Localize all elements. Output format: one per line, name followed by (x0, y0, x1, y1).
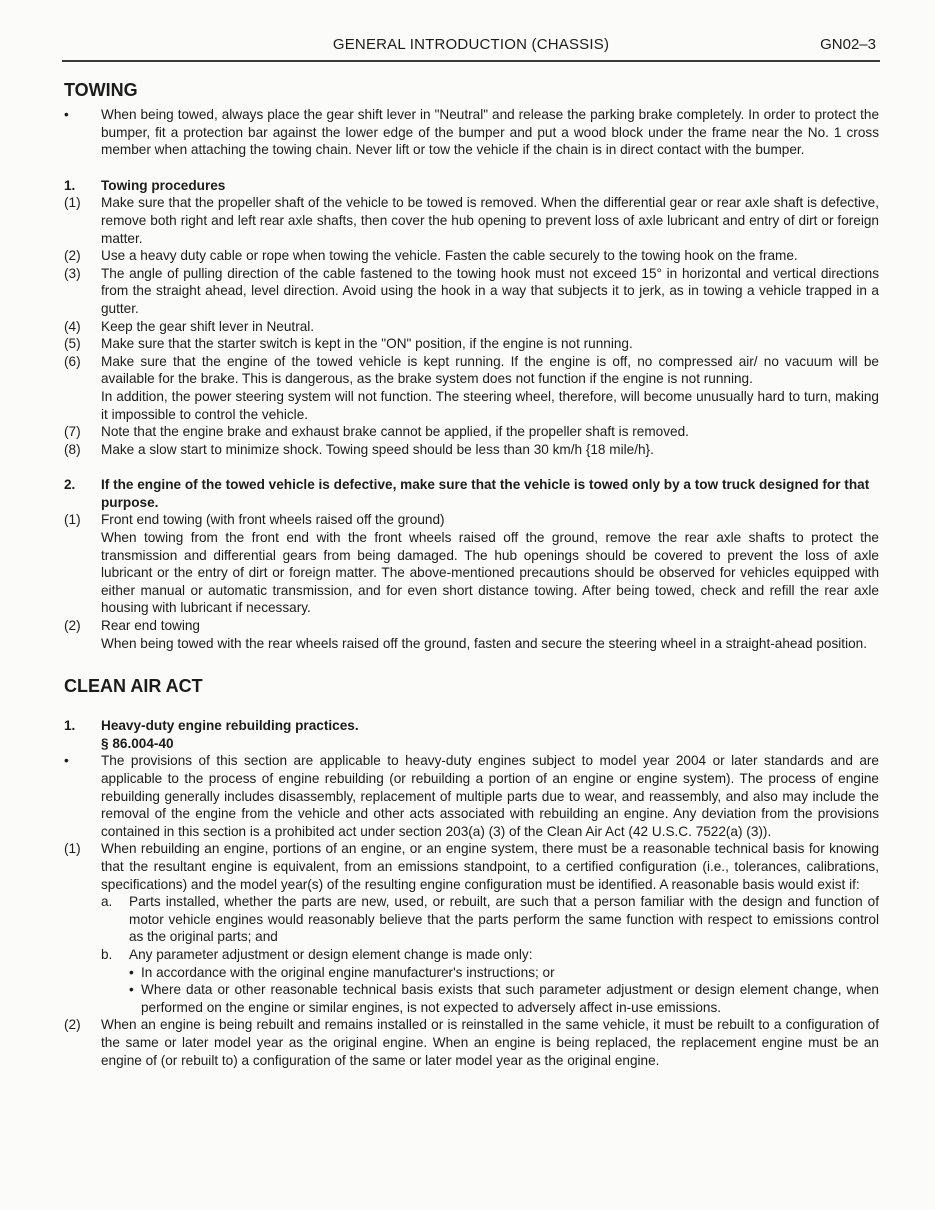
header-title: GENERAL INTRODUCTION (CHASSIS) (332, 36, 610, 53)
list-item (64, 318, 879, 336)
item-extra-text: In addition, the power steering system will not function. The steering wheel, therefore, will become unusually hard to turn, making it impossible to control the vehicle. (101, 388, 879, 422)
item-marker: (1) (64, 512, 81, 528)
sub-item-marker: a. (101, 894, 113, 910)
item-text: Make sure that the starter switch is kept in the "ON" position, if the engine is not running. (101, 336, 633, 352)
item-marker: (3) (64, 265, 81, 281)
section-number: 1. (64, 718, 76, 734)
item-text: Front end towing (with front wheels raised off the ground) (101, 512, 445, 528)
list-item (64, 194, 879, 247)
sub-bullet-text: Where data or other reasonable technical basis exists that such parameter adjustment or design element change, when performed on the engine or similar engines, is not expected to adversely affect in-use emissions. (141, 982, 879, 1015)
item-text: Note that the engine brake and exhaust brake cannot be applied, if the propeller shaft is removed. (101, 424, 689, 440)
item-text: Keep the gear shift lever in Neutral. (101, 318, 315, 334)
sub-item-text: Parts installed, whether the parts are new, used, or rebuilt, are such that a person familiar with the design and function of motor vehicle engines would reasonably believe that the parts perform the same function with respect to emissions control as the original parts; and (129, 894, 879, 945)
bullet-marker: • (129, 964, 134, 980)
item-marker: (1) (64, 841, 81, 857)
bullet-marker: • (64, 107, 69, 122)
bullet-marker: • (64, 753, 69, 769)
sub-item-a (101, 893, 879, 946)
item-extra-text: When being towed with the rear wheels raised off the ground, fasten and secure the steering wheel in a straight-ahead position. (101, 635, 868, 651)
list-item (64, 1016, 879, 1069)
list-item (64, 423, 879, 441)
list-item (64, 511, 879, 617)
page-number: GN02–3 (820, 36, 876, 53)
sub-item-marker: b. (101, 946, 113, 962)
clean-air-heading: CLEAN AIR ACT (64, 676, 203, 697)
section-title: If the engine of the towed vehicle is defective, make sure that the vehicle is towed only by a tow truck designed for that purpose. (101, 477, 870, 510)
item-marker: (4) (64, 318, 81, 334)
item-text: The angle of pulling direction of the cable fastened to the towing hook must not exceed 15° in horizontal and vertical directions from the straight ahead, level direction. Avoid using the hook in a way that subjects it to jerk, as in towing a vehicle trapped in a gutter. (101, 265, 879, 316)
item-text: Use a heavy duty cable or rope when towing the vehicle. Fasten the cable securely to the towing hook on the frame. (101, 248, 798, 264)
item-text: Make sure that the engine of the towed vehicle is kept running. If the engine is off, no compressed air/ no vacuum will be available for the brake. This is dangerous, as the brake system does not function if the engine is not running. (101, 353, 879, 387)
towing-heading: TOWING (64, 80, 138, 100)
section-reference: § 86.004-40 (101, 735, 174, 751)
item-text: Rear end towing (101, 618, 200, 634)
sub-item-b (101, 946, 879, 964)
item-extra-text: When towing from the front end with the front wheels raised off the ground, remove the rear axle shafts to protect the transmission and differential gears from being damaged. The hub openings should be covered to prevent the loss of axle lubricant or the entry of dirt or foreign matter. The above-mentioned precautions should be observed for vehicles equipped with either manual or automatic transmission, and for even short distance towing. After being towed, check and refill the rear axle housing with lubricant if necessary. (101, 530, 879, 616)
page-header (62, 34, 880, 62)
item-text: When an engine is being rebuilt and remains installed or is reinstalled in the same vehicle, it must be rebuilt to a configuration of the same or later model year as the original engine. When an engine is being replaced, the replacement engine must be an engine of (or rebuilt to) a configuration of the same or later model year as the original engine. (101, 1017, 879, 1068)
towing-intro (64, 106, 879, 159)
item-text: When rebuilding an engine, portions of an engine, or an engine system, there must be a reasonable technical basis for knowing that the resultant engine is equivalent, from an emissions standpoint, to a certified configuration (i.e., tolerances, calibrations, specifications) and the model year(s) of the resulting engine configuration must be identified. A reasonable basis would exist if: (101, 841, 879, 892)
bullet-marker: • (129, 982, 134, 998)
section-title: Towing procedures (101, 177, 226, 193)
provisions-text: The provisions of this section are applicable to heavy-duty engines subject to model year 2004 or later standards and are applicable to the process of engine rebuilding (or rebuilding a portion of an engine or engine system). The process of engine rebuilding generally includes disassembly, replacement of multiple parts due to wear, and reassembly, and also may include the removal of the engine from the vehicle and other acts associated with rebuilding an engine. Any deviation from the provisions contained in this section is a prohibited act under section 203(a) (3) of the Clean Air Act (42 U.S.C. 7522(a) (3)). (101, 753, 879, 839)
provisions-bullet (64, 752, 879, 840)
sub-item-text: Any parameter adjustment or design element change is made only: (129, 946, 533, 962)
list-item (64, 265, 879, 318)
section-number: 2. (64, 477, 76, 493)
page-content (64, 78, 879, 1069)
list-item (64, 441, 879, 459)
list-item (64, 247, 879, 265)
section-number: 1. (64, 177, 76, 193)
sub-bullet-text: In accordance with the original engine manufacturer's instructions; or (141, 964, 555, 980)
item-text: Make a slow start to minimize shock. Towing speed should be less than 30 km/h {18 mile/h}. (101, 441, 654, 457)
towing-intro-text: When being towed, always place the gear shift lever in "Neutral" and release the parking brake completely. In order to protect the bumper, fit a protection bar against the lower edge of the bumper and put a wood block under the frame near the No. 1 cross member when attaching the towing chain. Never lift or tow the vehicle if the chain is in direct contact with the bumper. (101, 107, 879, 158)
item-marker: (2) (64, 1017, 81, 1033)
sub-bullet (129, 964, 879, 982)
item-marker: (8) (64, 441, 81, 457)
list-item (64, 353, 879, 423)
rebuilding-practices-title (64, 717, 879, 752)
section-title: Heavy-duty engine rebuilding practices. (101, 718, 359, 734)
item-marker: (1) (64, 195, 81, 211)
item-marker: (2) (64, 248, 81, 264)
list-item (64, 617, 879, 652)
towing-procedures-title (64, 177, 879, 195)
item-marker: (5) (64, 336, 81, 352)
item-marker: (2) (64, 618, 81, 634)
item-marker: (7) (64, 424, 81, 440)
list-item (64, 840, 879, 893)
item-marker: (6) (64, 353, 81, 369)
sub-bullet (129, 981, 879, 1016)
item-text: Make sure that the propeller shaft of the vehicle to be towed is removed. When the differential gear or rear axle shaft is defective, remove both right and left rear axle shafts, then cover the hub opening to prevent loss of axle lubricant and entry of dirt or foreign matter. (101, 195, 879, 246)
defective-engine-title (64, 476, 879, 511)
list-item (64, 335, 879, 353)
